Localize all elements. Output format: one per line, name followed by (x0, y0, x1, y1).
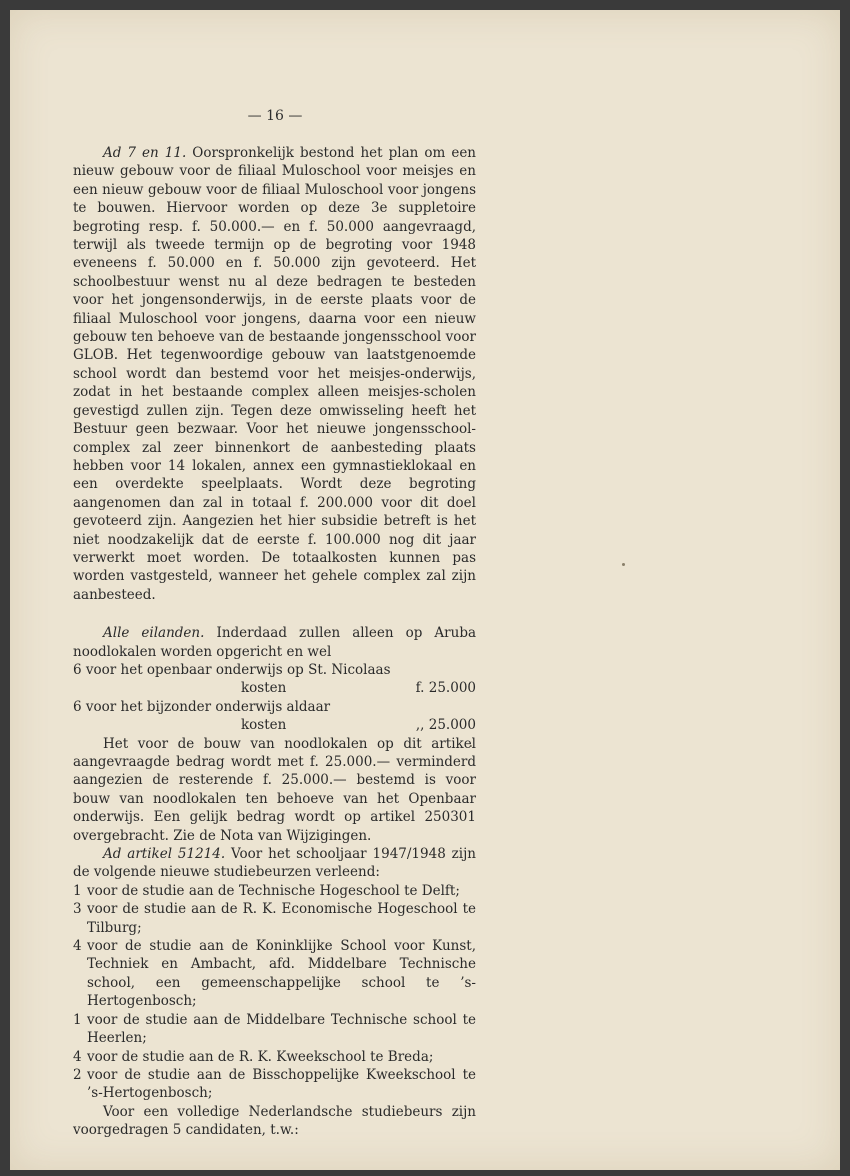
cost-amount: ,, 25.000 (415, 717, 476, 734)
list-item (73, 1011, 476, 1048)
list-item-count: 3 (73, 901, 82, 918)
line-openbaar: 6 voor het openbaar onderwijs op St. Nicolaas (73, 661, 391, 678)
paragraph-lead: Ad 7 en 11. (103, 145, 187, 161)
list-item-text: voor de studie aan de Bisschoppelijke Kweekschool te ’s-Hertogenbosch; (87, 1066, 476, 1102)
document-page (10, 10, 840, 1170)
list-item (73, 1048, 476, 1066)
list-item-count: 4 (73, 938, 82, 955)
list-item-text: voor de studie aan de Koninklijke School voor Kunst, Techniek en Ambacht, afd. Middelbare Technische school, een gemeenschappelijke school te ’s-Hertogenbosch; (87, 938, 476, 1010)
list-item-count: 1 (73, 1011, 82, 1028)
paragraph-ad-artikel (73, 845, 476, 882)
list-item-count: 1 (73, 882, 82, 899)
list-item (73, 900, 476, 937)
paper-speck (622, 563, 625, 566)
list-item-count: 2 (73, 1066, 82, 1083)
page-number: — 16 — (247, 108, 303, 124)
scholarship-list (73, 882, 476, 1103)
list-item-text: voor de studie aan de R. K. Economische Hogeschool te Tilburg; (87, 901, 476, 936)
cost-amount: f. 25.000 (415, 680, 476, 697)
list-item (73, 1066, 476, 1103)
list-item-text: voor de studie aan de Middelbare Technische school te Heerlen; (87, 1011, 476, 1047)
list-item (73, 937, 476, 1011)
list-item (73, 882, 476, 900)
cost-row (73, 679, 476, 697)
cost-row (73, 716, 476, 734)
paragraph-body: Inderdaad zullen alleen op Aruba noodlokalen worden opgericht en wel (73, 625, 477, 660)
paragraph-alle-eilanden (73, 624, 476, 661)
paragraph-ad-7-en-11 (73, 144, 476, 604)
line-bijzonder: 6 voor het bijzonder onderwijs aldaar (73, 698, 331, 715)
paragraph-lead: Ad artikel 51214. (103, 846, 226, 863)
paragraph-body: Voor het schooljaar 1947/1948 zijn de volgende nieuwe studiebeurzen verleend: (73, 846, 476, 881)
list-item-count: 4 (73, 1048, 82, 1065)
paragraph-noodlokalen: Het voor de bouw van noodlokalen op dit artikel aangevraagde bedrag wordt met f. 25.000.— verminderd aangezien de resterende f. 25.000.— bestemd is voor bouw van noodlokalen ten behoeve van het Openbaar onderwijs. Een gelijk bedrag wordt op artikel 250301 overgebracht. Zie de Nota van Wijzigingen. (73, 735, 476, 844)
list-item-text: voor de studie aan de R. K. Kweekschool te Breda; (87, 1048, 434, 1065)
body-text (73, 144, 476, 1140)
cost-label: kosten (241, 717, 287, 734)
paragraph-body: Oorspronkelijk bestond het plan om een nieuw gebouw voor de filiaal Muloschool voor meisjes en een nieuw gebouw voor de filiaal Muloschool voor jongens te bouwen. Hiervoor worden op deze 3e suppletoire begroting resp. f. 50.000.— en f. 50.000 aangevraagd, terwijl als tweede termijn op de begroting voor 1948 eveneens f. 50.000 en f. 50.000 zijn gevoteerd. Het schoolbestuur wenst nu al deze bedragen te besteden voor het jongensonderwijs, in de eerste plaats voor de filiaal Muloschool voor jongens, daarna voor een nieuw gebouw ten behoeve van de bestaande jongensschool voor GLOB. Het tegenwoordige gebouw van laatstgenoemde school wordt dan bestemd voor het meisjes-onderwijs, zodat in het bestaande complex alleen meisjes-scholen gevestigd zullen zijn. Tegen deze omwisseling heeft het Bestuur geen bezwaar. Voor het nieuwe jongensschool-complex zal zeer binnenkort de aanbesteding plaats hebben voor 14 lokalen, annex een gymnastieklokaal en een overdekte speelplaats. Wordt deze begroting aangenomen dan zal in totaal f. 200.000 voor dit doel gevoteerd zijn. Aangezien het hier subsidie betreft is het niet noodzakelijk dat de eerste f. 100.000 nog dit jaar verwerkt moet worden. De totaalkosten kunnen pas worden vastgesteld, wanneer het gehele complex zal zijn aanbesteed. (73, 145, 477, 603)
paragraph-lead: Alle eilanden. (103, 625, 205, 642)
list-item-text: voor de studie aan de Technische Hogeschool te Delft; (87, 882, 460, 899)
cost-label: kosten (241, 680, 287, 697)
paragraph-closing: Voor een volledige Nederlandsche studiebeurs zijn voorgedragen 5 candidaten, t.w.: (73, 1103, 476, 1139)
